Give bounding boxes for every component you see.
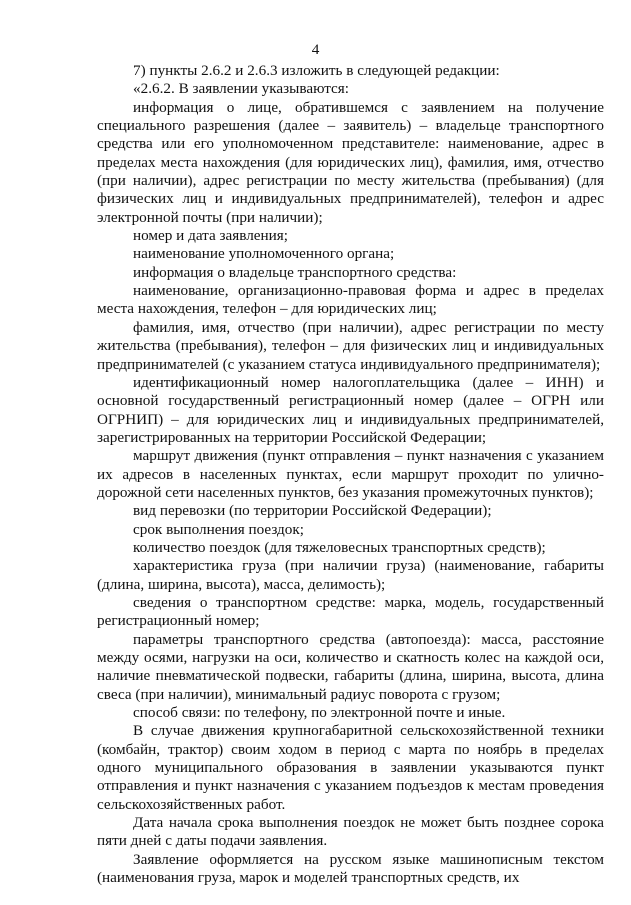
paragraph-vehicle-info: сведения о транспортном средстве: марка, модель, государственный регистрационный номер; [97, 593, 604, 630]
paragraph-applicant-info: информация о лице, обратившемся с заявлением на получение специального разрешения (далее – заявитель) – владельце транспортного средства или его уполномоченном представителе: наименование, адрес в пределах места нахождения (для юридических лиц), фамилия, имя, отчество (при наличии), адрес регистрации по месту жительства (пребывания) (для физических лиц и индивидуальных предпринимателей), телефон и адрес электронной почты (при наличии); [97, 98, 604, 226]
paragraph-application-number: номер и дата заявления; [133, 227, 289, 245]
paragraph-amendment-intro: 7) пункты 2.6.2 и 2.6.3 изложить в следующей редакции: [133, 62, 500, 79]
paragraph-transport-type: вид перевозки (по территории Российской Федерации); [133, 502, 492, 520]
paragraph-trip-count: количество поездок (для тяжеловесных транспортных средств); [133, 538, 546, 556]
paragraph-owner-info: информация о владельце транспортного средства: [133, 263, 457, 281]
paragraph-trip-period: срок выполнения поездок; [133, 520, 304, 538]
page-number: 4 [311, 41, 320, 58]
paragraph-clause-heading: «2.6.2. В заявлении указываются: [133, 80, 349, 98]
paragraph-tax-number: идентификационный номер налогоплательщика (далее – ИНН) и основной государственный регистрационный номер (далее – ОГРН или ОГРНИП) – для юридических лиц и индивидуальных предпринимателей, зарегистрированных на территории Российской Федерации; [97, 373, 604, 446]
paragraph-cargo: характеристика груза (при наличии груза) (наименование, габариты (длина, ширина, высота), масса, делимость); [97, 557, 604, 593]
paragraph-language: Заявление оформляется на русском языке машинописным текстом (наименования груза, марок и моделей транспортных средств, их [97, 850, 604, 887]
paragraph-start-date: Дата начала срока выполнения поездок не может быть позднее сорока пяти дней с даты подачи заявления. [97, 814, 604, 850]
paragraph-agricultural-machinery: В случае движения крупногабаритной сельскохозяйственной техники (комбайн, трактор) своим ходом в период с марта по ноябрь в пределах одного муниципального образования в заявлении указываются пункт отправления и пункт назначения с указанием подъездов к местам проведения сельскохозяйственных работ. [97, 722, 604, 813]
paragraph-vehicle-parameters: параметры транспортного средства (автопоезда): масса, расстояние между осями, нагрузки на оси, количество и скатность колес на каждой оси, наличие пневматической подвески, габариты (длина, ширина, высота, длина свеса (при наличии), минимальный радиус поворота с грузом; [97, 630, 604, 703]
paragraph-authority-name: наименование уполномоченного органа; [133, 245, 395, 263]
document-body [97, 62, 604, 887]
paragraph-legal-entities: наименование, организационно-правовая форма и адрес в пределах места нахождения, телефон – для юридических лиц; [97, 282, 604, 318]
paragraph-route: маршрут движения (пункт отправления – пункт назначения с указанием их адресов в населенных пунктах, если маршрут проходит по улично-дорожной сети населенных пунктов, без указания промежуточных пунктов); [97, 447, 604, 501]
paragraph-contact-method: способ связи: по телефону, по электронной почте и иные. [133, 704, 506, 722]
paragraph-individuals: фамилия, имя, отчество (при наличии), адрес регистрации по месту жительства (пребывания), телефон – для физических лиц и индивидуальных предпринимателей (с указанием статуса индивидуального предпринимателя); [97, 318, 604, 373]
